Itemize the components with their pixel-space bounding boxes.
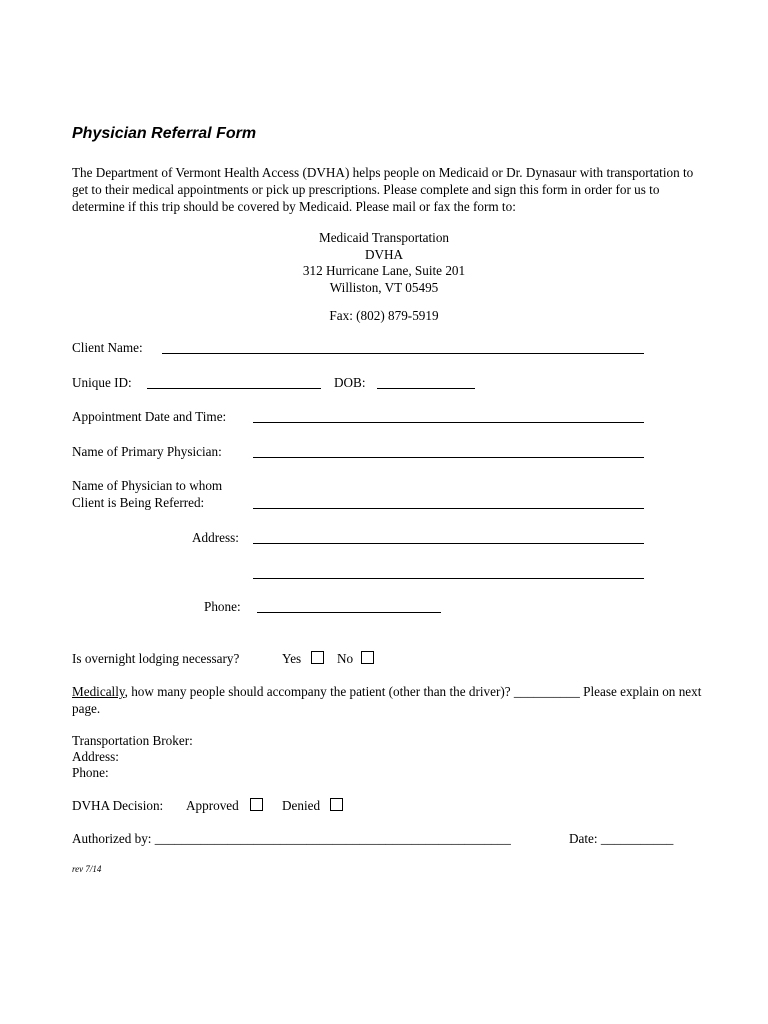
fax-number: Fax: (802) 879-5919 xyxy=(329,308,439,323)
date-field[interactable]: Date: ___________ xyxy=(569,831,674,846)
page-title: Physician Referral Form xyxy=(72,125,257,142)
decision-label: DVHA Decision: xyxy=(72,798,164,813)
phone-field[interactable] xyxy=(257,612,441,613)
denied-checkbox[interactable] xyxy=(330,798,343,811)
appointment-label: Appointment Date and Time: xyxy=(72,409,227,424)
overnight-no-label: No xyxy=(337,651,354,666)
approved-checkbox[interactable] xyxy=(250,798,263,811)
authorized-by-field[interactable]: Authorized by: ______________________________________________________ xyxy=(72,831,511,846)
address-field-2[interactable] xyxy=(253,578,644,579)
referred-physician-field[interactable] xyxy=(253,508,644,509)
primary-physician-field[interactable] xyxy=(253,457,644,458)
address-line-3: 312 Hurricane Lane, Suite 201 xyxy=(302,263,466,278)
denied-label: Denied xyxy=(282,798,321,813)
phone-label: Phone: xyxy=(204,599,241,614)
client-name-label: Client Name: xyxy=(72,340,143,355)
broker-phone-label: Phone: xyxy=(72,765,109,780)
broker-address-label: Address: xyxy=(72,749,119,764)
broker-title: Transportation Broker: xyxy=(72,733,193,748)
mailing-address xyxy=(234,230,534,296)
approved-label: Approved xyxy=(186,798,239,813)
address-label: Address: xyxy=(192,530,239,545)
client-name-field[interactable] xyxy=(162,353,644,354)
overnight-no-checkbox[interactable] xyxy=(361,651,374,664)
address-line-2: DVHA xyxy=(364,246,404,262)
intro-text: The Department of Vermont Health Access (DVHA) helps people on Medicaid or Dr. Dynasaur with transportation to get to their medical appointments or pick up prescriptions. Please complete and sign this form in order for us to determine if this trip should be covered by Medicaid. Please mail or fax the form to: xyxy=(72,165,694,214)
appointment-field[interactable] xyxy=(253,422,644,423)
revision-note: rev 7/14 xyxy=(72,864,102,874)
overnight-yes-checkbox[interactable] xyxy=(311,651,324,664)
unique-id-field[interactable] xyxy=(147,388,321,389)
intro-paragraph xyxy=(72,164,704,215)
address-line-1: Medicaid Transportation xyxy=(318,230,450,245)
overnight-yes-label: Yes xyxy=(282,651,302,666)
address-line-4: Williston, VT 05495 xyxy=(329,279,439,295)
medically-emphasis: Medically xyxy=(72,684,125,699)
accompany-text: , how many people should accompany the patient (other than the driver)? __________ Please explain on next page. xyxy=(72,684,702,716)
dob-field[interactable] xyxy=(377,388,475,389)
address-field-1[interactable] xyxy=(253,543,644,544)
accompany-question xyxy=(72,684,704,717)
referred-physician-label-1: Name of Physician to whom xyxy=(72,478,223,493)
overnight-question: Is overnight lodging necessary? xyxy=(72,651,240,666)
referred-physician-label-2: Client is Being Referred: xyxy=(72,495,205,510)
dob-label: DOB: xyxy=(334,375,366,390)
primary-physician-label: Name of Primary Physician: xyxy=(72,444,222,459)
unique-id-label: Unique ID: xyxy=(72,375,132,390)
